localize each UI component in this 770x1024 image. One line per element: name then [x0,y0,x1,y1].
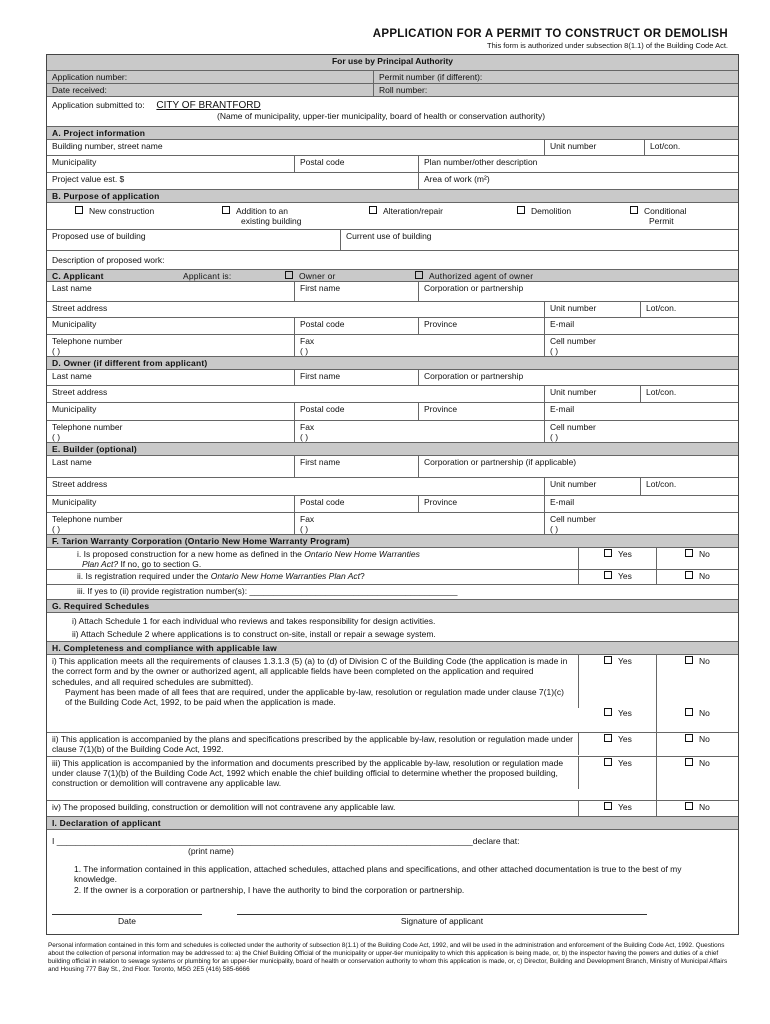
applicant-name-line[interactable]: I ________________________________________________________________________________________declare that: [52,836,520,846]
g-item-2: ii) Attach Schedule 2 where applications is to construct on-site, install or repair a sewage system. [72,629,436,639]
checkbox-icon[interactable] [685,802,693,810]
g-item-1: i) Attach Schedule 1 for each individual who reviews and takes responsibility for design activities. [72,616,436,626]
e-street-address[interactable]: Street address [47,478,545,495]
print-name-label: (print name) [188,846,234,856]
permit-form [46,54,739,935]
new-construction-option[interactable]: New construction [75,206,154,216]
c-lot-con[interactable]: Lot/con. [646,303,677,313]
e-cell[interactable]: Cell number ( ) [550,514,596,534]
h1-no[interactable]: No No [657,655,738,732]
e-unit-number[interactable]: Unit number [545,478,641,495]
checkbox-icon[interactable] [685,571,693,579]
addition-option[interactable]: Addition to an existing building [222,206,301,226]
submitted-to-label: Application submitted to: [52,100,145,110]
form-subtitle: This form is authorized under subsection 8(1.1) of the Building Code Act. [487,41,728,50]
building-street-field[interactable]: Building number, street name [47,140,545,155]
f-q2-yes[interactable]: Yes [579,570,657,584]
demolition-option[interactable]: Demolition [517,206,571,216]
date-signature-line[interactable] [52,914,202,926]
checkbox-icon[interactable] [369,206,377,214]
d-last-name[interactable]: Last name [47,370,295,385]
principal-authority-title: For use by Principal Authority [331,56,454,66]
section-c-title: C. Applicant [52,271,104,281]
h1-yes[interactable]: Yes Yes [579,655,657,732]
d-email[interactable]: E-mail [550,404,575,414]
h2-yes[interactable]: Yes [579,733,657,756]
area-of-work-field[interactable]: Area of work (m²) [424,174,490,184]
c-postal-code[interactable]: Postal code [295,318,419,334]
checkbox-icon[interactable] [75,206,83,214]
checkbox-icon[interactable] [415,271,423,279]
f-q2-no[interactable]: No [657,570,738,584]
c-email[interactable]: E-mail [550,319,575,329]
d-unit-number[interactable]: Unit number [545,386,641,402]
form-title: APPLICATION FOR A PERMIT TO CONSTRUCT OR DEMOLISH [372,28,728,40]
c-corporation[interactable]: Corporation or partnership [424,283,524,293]
permit-number-field[interactable]: Permit number (if different): [379,72,483,82]
checkbox-icon[interactable] [604,571,612,579]
c-telephone[interactable]: Telephone number ( ) [47,335,295,356]
c-municipality[interactable]: Municipality [47,318,295,334]
h-item-4: iv) The proposed building, construction or demolition will not contravene any applicable law. [47,801,579,816]
current-use-field[interactable]: Current use of building [346,231,432,241]
checkbox-icon[interactable] [685,708,693,716]
e-last-name[interactable]: Last name [47,456,295,477]
submitted-to-note: (Name of municipality, upper-tier municipality, board of health or conservation authority) [217,111,546,121]
checkbox-icon[interactable] [685,656,693,664]
project-value-field[interactable]: Project value est. $ [47,173,419,189]
c-street-address[interactable]: Street address [47,302,545,317]
application-number-field[interactable]: Application number: [47,71,374,83]
postal-code-field[interactable]: Postal code [295,156,419,172]
section-a-title: A. Project information [47,127,738,140]
e-lot-con[interactable]: Lot/con. [646,479,677,489]
checkbox-icon[interactable] [604,708,612,716]
privacy-footer: Personal information contained in this form and schedules is collected under the authority of subsection 8(1.1) of the Building Code Act, 1992, and will be used in the administration and enforcement of the Building Code Act, 1992. Questions about the collection of personal information may be addressed to: a) the Chief Building Official of the municipality or upper-tier municipality to which this application is being made, or, b) the inspector having the powers and duties of a chief building official in relation to sewage systems or plumbing for an upper-tier municipality, board of health or conservation authority to whom this application is made, or, c) Director, Building and Development Branch, Ministry of Municipal Affairs and Housing 777 Bay St., 2nd Floor. Toronto, M5G 2E5 (416) 585-6666 [48,942,728,973]
h4-yes[interactable]: Yes [579,801,657,816]
applicant-is-label: Applicant is: [183,271,232,281]
d-telephone[interactable]: Telephone number ( ) [47,421,295,442]
f-question-3[interactable]: iii. If yes to (ii) provide registration number(s): ____________________________________________ [77,586,458,596]
declaration-2: 2. If the owner is a corporation or partnership, I have the authority to bind the corporation or partnership. [74,885,465,895]
d-cell[interactable]: Cell number ( ) [550,422,596,442]
c-first-name[interactable]: First name [295,282,419,301]
d-province[interactable]: Province [419,403,545,420]
conditional-permit-option[interactable]: Conditional Permit [630,206,687,226]
c-unit-number[interactable]: Unit number [545,302,641,317]
d-fax[interactable]: Fax ( ) [295,421,545,442]
h-item-1: i) This application meets all the requirements of clauses 1.3.1.3 (5) (a) to (d) of Division C of the Building Code (the application is made in the correct form and by the owner or authorized agent, all applicable fields have been completed on the application and required schedules, and all required schedules are submitted). Payment has been made of all fees that are required, under the applicable by-law, resolution or regulation made under clause 7(1)(c) of the Building Code Act, 1992, to be paid when the application is made. [47,655,579,708]
checkbox-icon[interactable] [604,734,612,742]
d-postal-code[interactable]: Postal code [295,403,419,420]
lot-con-field[interactable]: Lot/con. [650,141,681,151]
h3-no[interactable]: No [657,757,738,800]
checkbox-icon[interactable] [604,802,612,810]
d-street-address[interactable]: Street address [47,386,545,402]
signature-label: Signature of applicant [400,916,484,926]
checkbox-icon[interactable] [685,734,693,742]
d-corporation[interactable]: Corporation or partnership [424,371,524,381]
date-label: Date [118,916,136,926]
roll-number-field[interactable]: Roll number: [379,85,428,95]
proposed-use-field[interactable]: Proposed use of building [47,230,341,250]
checkbox-icon[interactable] [604,758,612,766]
h4-no[interactable]: No [657,801,738,816]
c-province[interactable]: Province [419,318,545,334]
section-h-title: H. Completeness and compliance with applicable law [47,642,738,655]
e-fax[interactable]: Fax ( ) [295,513,545,534]
e-email[interactable]: E-mail [550,497,575,507]
e-corporation[interactable]: Corporation or partnership (if applicable) [424,457,577,467]
e-first-name[interactable]: First name [295,456,419,477]
h-item-2: ii) This application is accompanied by the plans and specifications prescribed by the applicable by-law, resolution or regulation made under clause 7(1)(b) of the Building Code Act, 1992. [47,733,579,755]
checkbox-icon[interactable] [685,758,693,766]
section-f-title: F. Tarion Warranty Corporation (Ontario New Home Warranty Program) [47,535,738,548]
checkbox-icon[interactable] [604,656,612,664]
f-question-2: ii. Is registration required under the Ontario New Home Warranties Plan Act? [47,570,579,584]
d-municipality[interactable]: Municipality [47,403,295,420]
h3-yes[interactable]: Yes [579,757,657,800]
f-q1-yes[interactable]: Yes [579,548,657,569]
e-province[interactable]: Province [419,496,545,512]
d-first-name[interactable]: First name [295,370,419,385]
e-postal-code[interactable]: Postal code [295,496,419,512]
unit-number-field[interactable]: Unit number [545,140,645,155]
e-municipality[interactable]: Municipality [47,496,295,512]
applicant-owner-option[interactable]: Owner or [285,271,336,281]
municipality-field[interactable]: Municipality [47,156,295,172]
section-i-title: I. Declaration of applicant [47,817,738,830]
date-received-field[interactable]: Date received: [47,84,374,96]
plan-number-field[interactable]: Plan number/other description [424,157,538,167]
checkbox-icon[interactable] [285,271,293,279]
h-item-3: iii) This application is accompanied by the information and documents prescribed by the applicable by-law, resolution or regulation made under clause 7(1)(b) of the Building Code Act, 1992 which enable the chief building official to determine whether the proposed building, construction or demolition will contravene any applicable law. [47,757,579,789]
checkbox-icon[interactable] [604,549,612,557]
declaration-1: 1. The information contained in this application, attached schedules, attached plans and specifications, and other attached documentation is true to the best of my knowledge. [74,864,682,884]
checkbox-icon[interactable] [685,549,693,557]
f-q1-no[interactable]: No [657,548,738,569]
c-fax[interactable]: Fax ( ) [295,335,545,356]
section-g-title: G. Required Schedules [47,600,738,613]
d-lot-con[interactable]: Lot/con. [646,387,677,397]
section-d-title: D. Owner (if different from applicant) [47,357,738,370]
alteration-option[interactable]: Alteration/repair [369,206,443,216]
c-cell[interactable]: Cell number ( ) [550,336,596,356]
h2-no[interactable]: No [657,733,738,756]
description-field[interactable]: Description of proposed work: [52,255,165,265]
submitted-to-value[interactable]: CITY OF BRANTFORD [156,100,261,111]
c-last-name[interactable]: Last name [47,282,295,301]
applicant-agent-option[interactable]: Authorized agent of owner [415,271,533,281]
checkbox-icon[interactable] [222,206,230,214]
applicant-signature-line[interactable] [237,914,647,926]
e-telephone[interactable]: Telephone number ( ) [47,513,295,534]
f-question-1: i. Is proposed construction for a new home as defined in the Ontario New Home Warranties Plan Act? If no, go to section G. [47,548,579,569]
section-b-title: B. Purpose of application [47,190,738,203]
checkbox-icon[interactable] [517,206,525,214]
section-e-title: E. Builder (optional) [47,443,738,456]
checkbox-icon[interactable] [630,206,638,214]
